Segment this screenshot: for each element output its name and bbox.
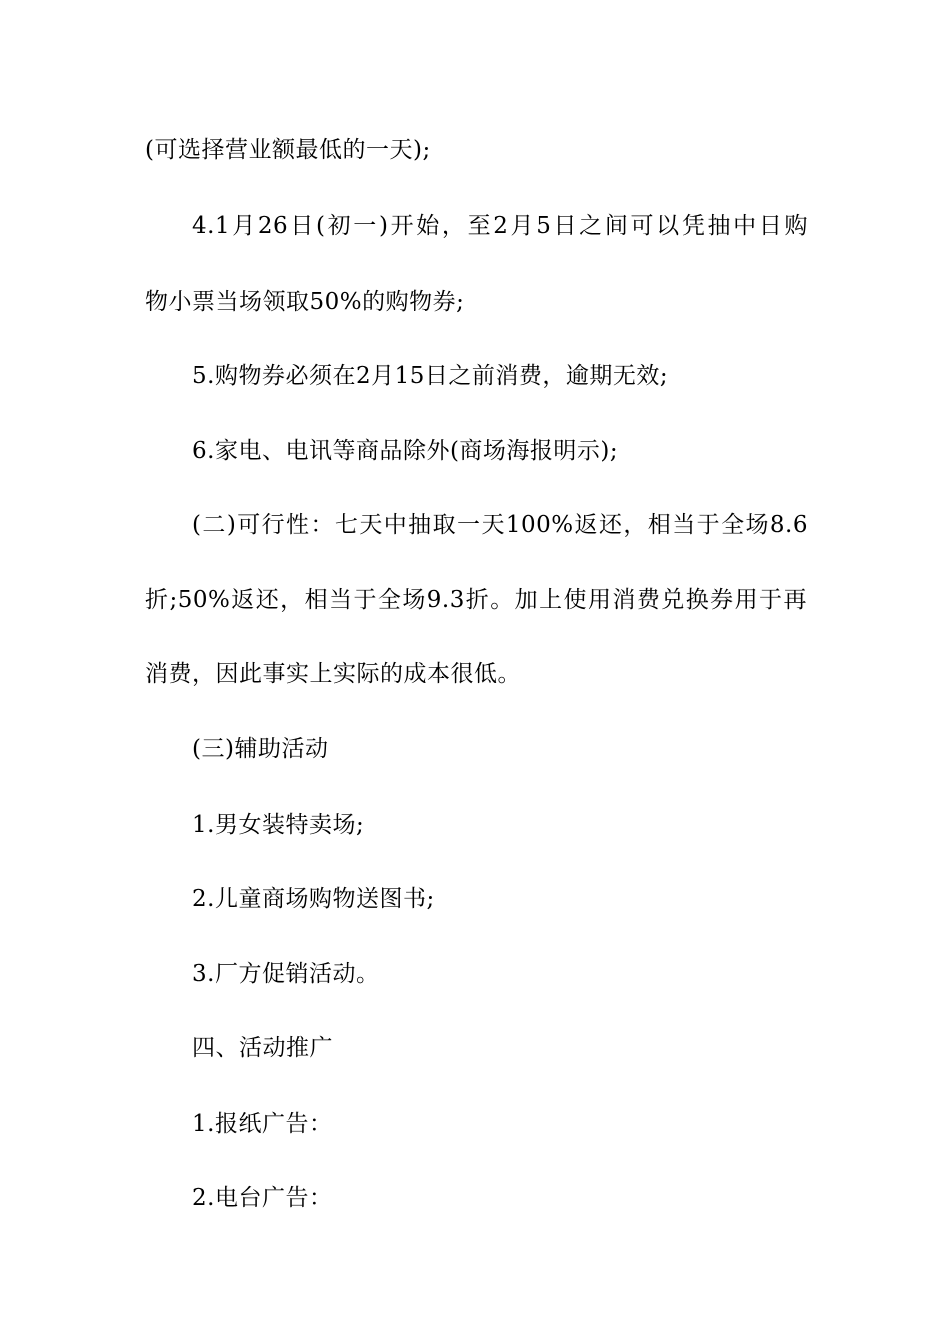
text-line-12: 3.厂方促销活动。 (192, 961, 380, 987)
text-line-5: 6.家电、电讯等商品除外(商场海报明示); (192, 438, 619, 464)
section-heading-4: 四、活动推广 (192, 1035, 333, 1061)
text-line-14: 1.报纸广告： (192, 1111, 333, 1137)
text-line-8: 消费，因此事实上实际的成本很低。 (145, 661, 521, 687)
text-line-7: 折;50%返还，相当于全场9.3折。加上使用消费兑换券用于再 (145, 587, 807, 613)
text-line-1: (可选择营业额最低的一天); (145, 137, 431, 163)
text-line-6: (二)可行性：七天中抽取一天100%返还，相当于全场8.6 (192, 512, 808, 538)
section-heading-3: (三)辅助活动 (192, 736, 329, 762)
text-line-2: 4.1月26日(初一)开始，至2月5日之间可以凭抽中日购 (192, 213, 808, 239)
text-line-10: 1.男女装特卖场; (192, 812, 365, 838)
text-line-11: 2.儿童商场购物送图书; (192, 886, 435, 912)
text-line-4: 5.购物券必须在2月15日之前消费，逾期无效; (192, 363, 669, 389)
text-line-3: 物小票当场领取50%的购物券; (145, 289, 465, 315)
text-line-15: 2.电台广告： (192, 1185, 333, 1211)
